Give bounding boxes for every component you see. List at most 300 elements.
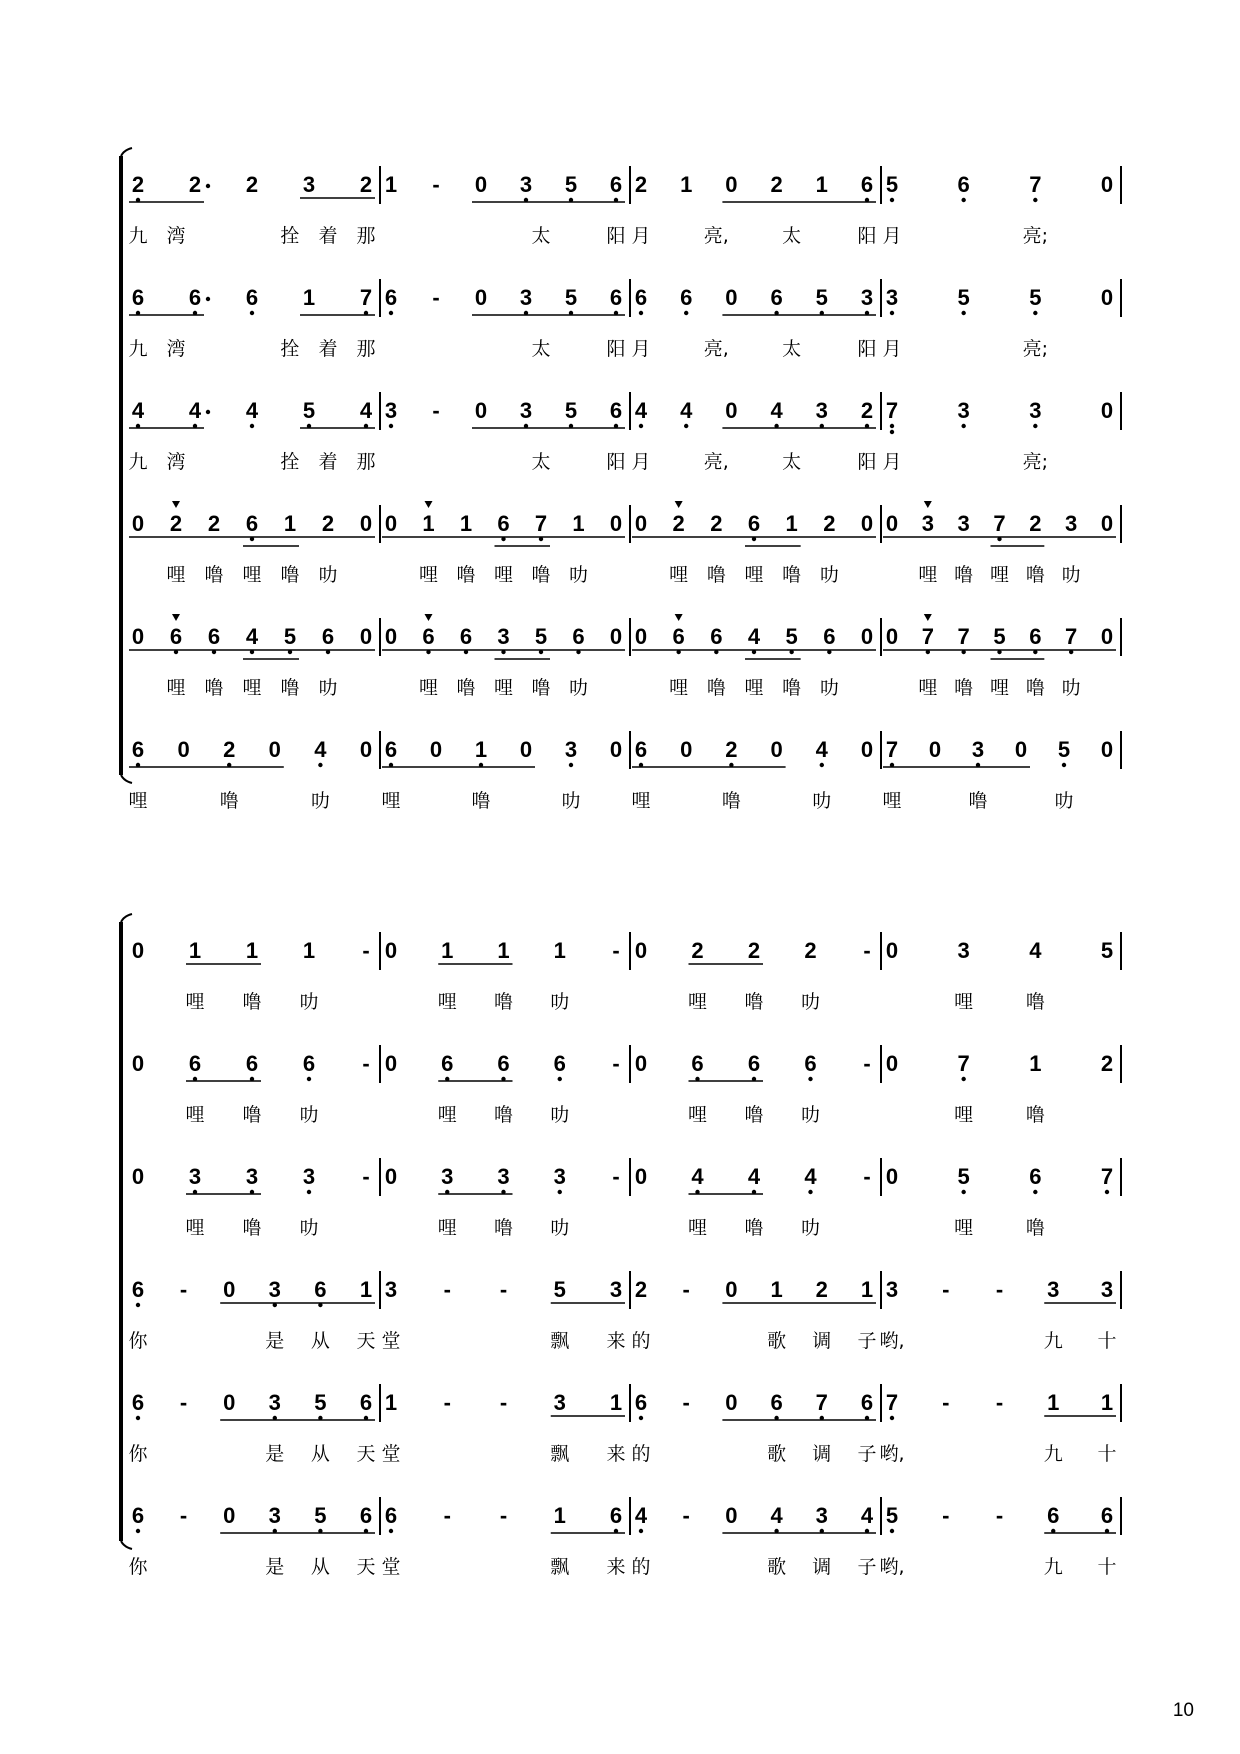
lyric: 叻 — [1054, 790, 1074, 812]
note: - — [942, 1390, 950, 1415]
lyric: 哩 — [631, 790, 651, 812]
note: 3 — [268, 1503, 281, 1528]
lyric: 九 — [1043, 1556, 1063, 1578]
lyric: 飘 — [550, 1330, 570, 1352]
note: 2 — [725, 737, 738, 762]
lyric: 哩 — [918, 564, 938, 586]
note: 4 — [188, 398, 202, 423]
note: - — [863, 1051, 871, 1076]
note: 0 — [860, 737, 874, 762]
note: - — [682, 1277, 690, 1302]
note: 0 — [131, 624, 145, 649]
lyric: 叻 — [800, 1104, 821, 1126]
note: 2 — [245, 172, 259, 197]
lyric: 哩 — [744, 564, 764, 586]
lyric: 来 — [606, 1330, 626, 1352]
lyric: 噜 — [493, 1217, 514, 1239]
note: 0 — [519, 737, 533, 762]
note: 0 — [885, 1164, 899, 1189]
note: 0 — [928, 737, 942, 762]
note: 0 — [359, 737, 373, 762]
note: 0 — [223, 1277, 236, 1302]
lyric: 太 — [531, 225, 551, 247]
lyric: 九 — [128, 338, 148, 360]
note: 3 — [302, 172, 316, 197]
lyric: 天 — [356, 1330, 376, 1352]
note: 4 — [691, 1164, 704, 1189]
note: 2 — [710, 511, 723, 536]
octave-dot — [820, 763, 824, 767]
lyric: 哩 — [687, 1104, 708, 1126]
lyric: 噜 — [204, 564, 224, 586]
lyric: 太 — [782, 338, 802, 360]
note: 4 — [680, 398, 693, 423]
lyric: 天 — [356, 1443, 376, 1465]
note: 5 — [993, 624, 1006, 649]
note: 0 — [680, 737, 693, 762]
lyric: 月 — [631, 225, 651, 247]
note: 1 — [384, 1390, 398, 1415]
note: 3 — [497, 1164, 510, 1189]
note: 5 — [815, 285, 828, 310]
note: 2 — [207, 511, 221, 536]
note: 1 — [815, 172, 828, 197]
note: 5 — [302, 398, 316, 423]
lyric: 噜 — [242, 991, 262, 1013]
note: - — [362, 1051, 370, 1076]
note: 2 — [770, 172, 783, 197]
note: 6 — [680, 285, 693, 310]
note: 2 — [1029, 511, 1042, 536]
lyric: 是 — [265, 1330, 285, 1352]
note: 6 — [609, 285, 623, 310]
note: 5 — [1029, 285, 1042, 310]
note: 7 — [534, 511, 548, 536]
lyric: 哩 — [687, 991, 708, 1013]
lyric: 噜 — [968, 790, 988, 812]
lyric: 调 — [812, 1556, 832, 1578]
octave-dot — [136, 1303, 140, 1307]
note: 0 — [725, 285, 738, 310]
octave-dot — [961, 1190, 965, 1194]
note: 3 — [1065, 511, 1078, 536]
lyric: 哩 — [669, 564, 689, 586]
note: 6 — [691, 1051, 704, 1076]
note: 1 — [474, 737, 488, 762]
note: 7 — [885, 1390, 899, 1415]
note: 6 — [131, 285, 145, 310]
octave-dot — [961, 198, 965, 202]
octave-dot — [307, 1190, 311, 1194]
lyric: 噜 — [782, 564, 802, 586]
note: 0 — [223, 1503, 236, 1528]
note: 1 — [770, 1277, 783, 1302]
note: - — [362, 938, 370, 963]
note: 0 — [359, 511, 373, 536]
note: - — [995, 1390, 1004, 1415]
note: 6 — [131, 1277, 145, 1302]
lyric: 天 — [356, 1556, 376, 1578]
note: 0 — [1100, 398, 1114, 423]
lyric: 噜 — [744, 991, 764, 1013]
note: 7 — [957, 1051, 970, 1076]
note: 0 — [860, 511, 874, 536]
note: 3 — [384, 1277, 398, 1302]
octave-dot — [639, 424, 643, 428]
note: 0 — [384, 511, 398, 536]
note: 6 — [957, 172, 970, 197]
note: 4 — [804, 1164, 817, 1189]
lyric: 噜 — [954, 564, 974, 586]
note: 5 — [785, 624, 798, 649]
lyric: 叻 — [819, 677, 839, 699]
note: - — [612, 938, 620, 963]
note: 6 — [634, 285, 648, 310]
note: 0 — [474, 285, 488, 310]
note: 4 — [245, 624, 259, 649]
lyric: 堂 — [381, 1330, 401, 1352]
lyric: 噜 — [706, 677, 726, 699]
note: 6 — [131, 1390, 145, 1415]
note: 2 — [747, 938, 761, 963]
note: 2 — [634, 172, 648, 197]
octave-dot — [890, 430, 894, 434]
note: 0 — [885, 938, 899, 963]
note: 4 — [860, 1503, 874, 1528]
note: 5 — [314, 1390, 327, 1415]
note: 0 — [384, 938, 398, 963]
note: 4 — [815, 737, 828, 762]
lyric: 十 — [1097, 1443, 1117, 1465]
bracket-hook-bottom — [121, 775, 132, 783]
note: - — [863, 1164, 871, 1189]
lyric: 叻 — [568, 677, 589, 699]
lyric: 月 — [882, 338, 902, 360]
note: - — [443, 1277, 451, 1302]
lyric: 亮, — [703, 338, 729, 360]
note: 3 — [553, 1164, 566, 1189]
note: 1 — [553, 938, 566, 963]
lyric: 的 — [631, 1443, 651, 1465]
note: 5 — [314, 1503, 327, 1528]
lyric: 亮, — [703, 451, 729, 473]
note: 6 — [188, 1051, 202, 1076]
note: 6 — [804, 1051, 817, 1076]
octave-dot — [250, 424, 254, 428]
lyric: 十 — [1097, 1556, 1117, 1578]
note: 6 — [245, 1051, 259, 1076]
note: 2 — [169, 511, 183, 536]
lyric: 哩 — [954, 991, 974, 1013]
lyric: 亮; — [1022, 338, 1049, 360]
lyric: 叻 — [812, 790, 832, 812]
note: 0 — [860, 624, 874, 649]
note: 6 — [770, 1390, 783, 1415]
note: 6 — [1029, 624, 1042, 649]
lyric: 叻 — [800, 1217, 821, 1239]
note: 6 — [497, 511, 510, 536]
lyric: 噜 — [1025, 1217, 1045, 1239]
octave-dot — [639, 311, 643, 315]
note: 3 — [302, 1164, 316, 1189]
lyric: 哩 — [242, 564, 262, 586]
lyric: 哩 — [185, 1104, 205, 1126]
note: 0 — [1014, 737, 1028, 762]
note: 6 — [497, 1051, 510, 1076]
octave-dot — [136, 1529, 140, 1533]
note: 2 — [634, 1277, 648, 1302]
lyric: 子 — [857, 1330, 877, 1352]
lyric: 噜 — [1025, 677, 1045, 699]
lyric: 叻 — [561, 790, 581, 812]
lyric: 子 — [857, 1443, 877, 1465]
bracket-hook-bottom — [121, 1541, 132, 1549]
octave-dot — [1033, 311, 1037, 315]
note: 1 — [302, 938, 316, 963]
note: 2 — [188, 172, 202, 197]
note: 0 — [634, 1051, 648, 1076]
note: 1 — [1029, 1051, 1042, 1076]
lyric: 哩 — [166, 677, 186, 699]
note: 0 — [131, 1051, 145, 1076]
note: 3 — [519, 172, 533, 197]
note: 0 — [634, 938, 648, 963]
note: 0 — [725, 1277, 738, 1302]
note: 7 — [885, 737, 899, 762]
note: 0 — [384, 1051, 398, 1076]
lyric: 阳 — [606, 451, 626, 473]
note: - — [499, 1503, 508, 1528]
lyric: 哩 — [185, 991, 205, 1013]
note: 0 — [634, 624, 648, 649]
lyric: 哩 — [418, 677, 439, 699]
note: 0 — [609, 737, 623, 762]
note: 4 — [131, 398, 145, 423]
lyric: 噜 — [493, 1104, 514, 1126]
note: 1 — [188, 938, 202, 963]
lyric: 那 — [356, 451, 376, 473]
lyric: 十 — [1097, 1330, 1117, 1352]
lyric: 从 — [310, 1330, 330, 1352]
lyric: 九 — [1043, 1330, 1063, 1352]
note: 0 — [725, 172, 738, 197]
note: 5 — [564, 285, 578, 310]
note: 6 — [770, 285, 783, 310]
note: 4 — [245, 398, 259, 423]
note: 0 — [1100, 285, 1114, 310]
note: 2 — [672, 511, 685, 536]
note: 3 — [860, 285, 874, 310]
lyric: 哩 — [744, 677, 764, 699]
lyric: 噜 — [782, 677, 802, 699]
lyric: 叻 — [800, 991, 821, 1013]
lyric: 九 — [128, 451, 148, 473]
lyric: 太 — [782, 451, 802, 473]
note: 3 — [957, 398, 970, 423]
lyric: 噜 — [531, 564, 551, 586]
lyric: 哩 — [437, 1217, 457, 1239]
note: 2 — [691, 938, 704, 963]
note: - — [362, 1164, 370, 1189]
lyric: 拴 — [280, 225, 300, 247]
note: 1 — [302, 285, 316, 310]
augmentation-dot — [206, 297, 210, 301]
note: 0 — [131, 511, 145, 536]
note: 6 — [572, 624, 585, 649]
lyric: 叻 — [550, 991, 570, 1013]
note: 6 — [321, 624, 335, 649]
note: 3 — [885, 1277, 899, 1302]
note: 7 — [1029, 172, 1042, 197]
note: 6 — [860, 172, 874, 197]
note: 6 — [1029, 1164, 1042, 1189]
note: 6 — [634, 1390, 648, 1415]
lyric: 是 — [265, 1556, 285, 1578]
note: 0 — [770, 737, 783, 762]
note: 3 — [384, 398, 398, 423]
lyric: 叻 — [310, 790, 330, 812]
note: - — [179, 1503, 188, 1528]
lyric: 九 — [128, 225, 148, 247]
note: 5 — [885, 1503, 899, 1528]
note: 6 — [710, 624, 723, 649]
lyric: 噜 — [242, 1217, 262, 1239]
note: - — [499, 1277, 508, 1302]
note: 3 — [957, 938, 970, 963]
note: 0 — [1100, 737, 1114, 762]
note: 1 — [422, 511, 435, 536]
lyric: 你 — [128, 1556, 148, 1578]
lyric: 噜 — [1025, 1104, 1045, 1126]
lyric: 歌 — [767, 1330, 787, 1352]
lyric: 月 — [631, 338, 651, 360]
note: 6 — [384, 1503, 398, 1528]
note: - — [432, 285, 440, 310]
note: 6 — [634, 737, 648, 762]
octave-dot — [1033, 198, 1037, 202]
lyric: 噜 — [954, 677, 974, 699]
lyric: 叻 — [299, 1104, 319, 1126]
note: 6 — [245, 285, 259, 310]
note: 2 — [321, 511, 335, 536]
accent-mark — [172, 501, 180, 508]
note: 3 — [1100, 1277, 1114, 1302]
note: 6 — [422, 624, 435, 649]
lyric: 噜 — [471, 790, 491, 812]
note: 7 — [993, 511, 1006, 536]
note: 6 — [609, 398, 623, 423]
note: 0 — [725, 398, 738, 423]
lyric: 噜 — [493, 991, 514, 1013]
note: 1 — [860, 1277, 874, 1302]
note: 0 — [429, 737, 443, 762]
note: 5 — [564, 398, 578, 423]
note: 3 — [564, 737, 578, 762]
octave-dot — [558, 1077, 562, 1081]
lyric: 太 — [782, 225, 802, 247]
accent-mark — [675, 501, 683, 508]
lyric: 的 — [631, 1556, 651, 1578]
lyric: 从 — [310, 1556, 330, 1578]
lyric: 阳 — [606, 225, 626, 247]
octave-dot — [318, 763, 322, 767]
lyric: 哩 — [954, 1217, 974, 1239]
lyric: 拴 — [280, 451, 300, 473]
note: 6 — [672, 624, 685, 649]
lyric: 噜 — [1025, 991, 1045, 1013]
note: 6 — [359, 1503, 373, 1528]
note: 0 — [634, 1164, 648, 1189]
note: 1 — [680, 172, 693, 197]
octave-dot — [961, 1077, 965, 1081]
note: 7 — [957, 624, 970, 649]
note: 1 — [553, 1503, 566, 1528]
note: 1 — [1100, 1390, 1114, 1415]
lyric: 阳 — [606, 338, 626, 360]
lyric: 叻 — [318, 564, 338, 586]
octave-dot — [136, 1416, 140, 1420]
note: - — [612, 1051, 620, 1076]
note: - — [682, 1503, 690, 1528]
lyric: 来 — [606, 1556, 626, 1578]
note: 0 — [1100, 172, 1114, 197]
lyric: 的 — [631, 1330, 651, 1352]
note: 6 — [384, 285, 398, 310]
note: 6 — [245, 511, 259, 536]
note: - — [942, 1277, 950, 1302]
note: 6 — [823, 624, 836, 649]
lyric: 哩 — [437, 1104, 457, 1126]
note: 0 — [609, 624, 623, 649]
note: 3 — [815, 1503, 828, 1528]
note: 5 — [1100, 938, 1114, 963]
note: 0 — [885, 1051, 899, 1076]
note: - — [942, 1503, 950, 1528]
lyric: 歌 — [767, 1556, 787, 1578]
lyric: 噜 — [280, 677, 300, 699]
lyric: 调 — [812, 1330, 832, 1352]
lyric: 堂 — [381, 1443, 401, 1465]
note: 4 — [634, 398, 648, 423]
note: 1 — [609, 1390, 623, 1415]
octave-dot — [389, 311, 393, 315]
lyric: 噜 — [531, 677, 551, 699]
lyric: 太 — [531, 451, 551, 473]
octave-dot — [250, 311, 254, 315]
note: 2 — [131, 172, 145, 197]
note: 3 — [519, 285, 533, 310]
note: 6 — [169, 624, 183, 649]
lyric: 阳 — [857, 225, 877, 247]
note: 0 — [131, 938, 145, 963]
note: 3 — [497, 624, 510, 649]
lyric: 从 — [310, 1443, 330, 1465]
note: - — [443, 1390, 451, 1415]
note: 6 — [302, 1051, 316, 1076]
note: 6 — [131, 737, 145, 762]
note: 3 — [957, 511, 970, 536]
octave-dot — [808, 1190, 812, 1194]
note: 2 — [1100, 1051, 1114, 1076]
octave-dot — [558, 1190, 562, 1194]
note: 7 — [1100, 1164, 1114, 1189]
note: 5 — [553, 1277, 566, 1302]
lyric: 叻 — [1061, 564, 1081, 586]
note: 1 — [459, 511, 473, 536]
octave-dot — [890, 198, 894, 202]
note: 0 — [634, 511, 648, 536]
note: 0 — [474, 398, 488, 423]
